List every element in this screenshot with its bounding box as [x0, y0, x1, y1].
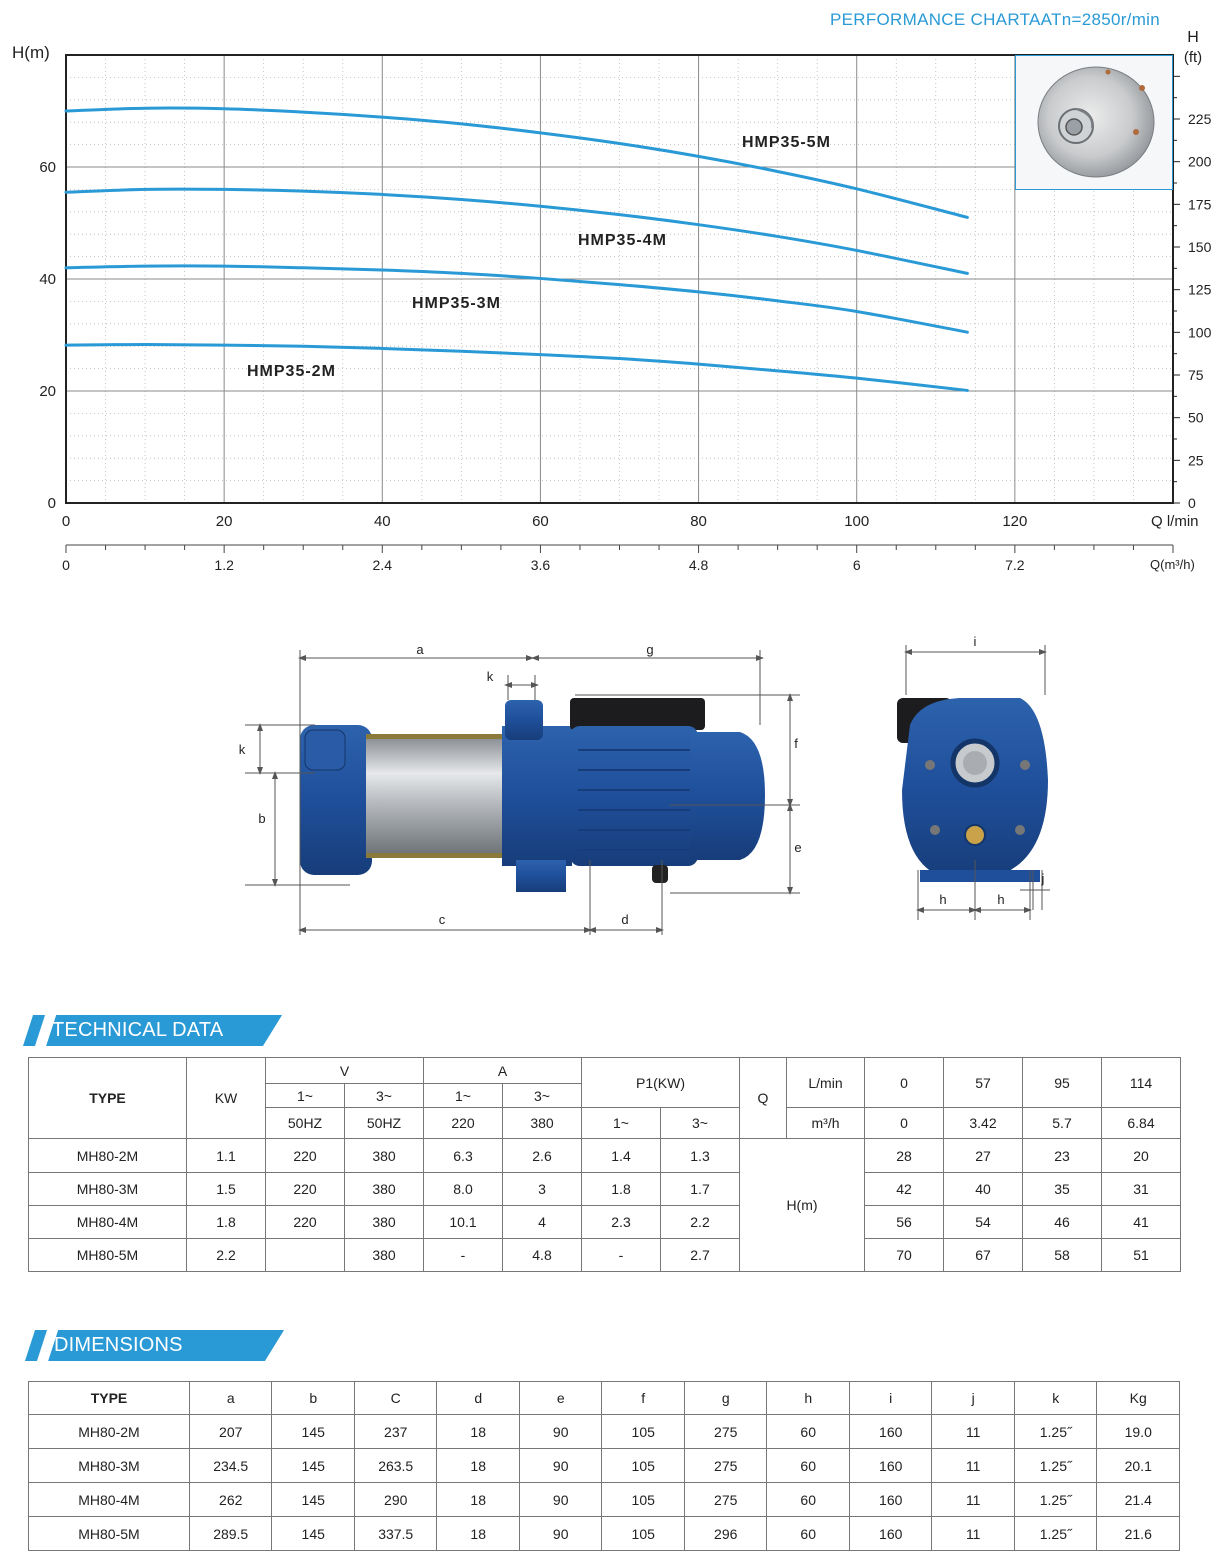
dim-label-k-top: k: [486, 669, 494, 684]
series-line-hmp35-3m: [66, 266, 967, 332]
chart-curves: [66, 108, 967, 390]
tech-q-lmin-2: 95: [1023, 1058, 1102, 1108]
dim-cell: 60: [767, 1415, 850, 1449]
chart-title: PERFORMANCE CHARTAATn=2850r/min: [829, 10, 1160, 29]
dim-label-e: e: [794, 840, 802, 855]
tech-p3: 2.2: [661, 1206, 740, 1239]
pump-drawings: [230, 630, 1090, 940]
dim-cell: 160: [849, 1517, 932, 1551]
y-axis-label: H(m): [12, 43, 50, 62]
table-row: [29, 1239, 1181, 1272]
dim-cell: 105: [602, 1483, 685, 1517]
dim-cell: 90: [519, 1483, 602, 1517]
series-line-hmp35-2m: [66, 345, 967, 391]
tech-kw: 1.1: [187, 1139, 266, 1173]
technical-data-table: [28, 1057, 1181, 1272]
dim-cell: 90: [519, 1517, 602, 1551]
dim-cell: 296: [684, 1517, 767, 1551]
tech-p1: 1.4: [582, 1139, 661, 1173]
dim-header: Kg: [1097, 1382, 1180, 1415]
dim-cell: 1.25˝: [1014, 1415, 1097, 1449]
tech-header-type: TYPE: [29, 1058, 187, 1139]
tech-h: 56: [865, 1206, 944, 1239]
tech-h: 54: [944, 1206, 1023, 1239]
x-tick-label: 40: [373, 513, 391, 530]
tech-type: MH80-5M: [29, 1239, 187, 1272]
dim-cell-type: MH80-2M: [29, 1415, 190, 1449]
tech-p3: 2.7: [661, 1239, 740, 1272]
dim-cell: 18: [437, 1449, 520, 1483]
dim-cell: 18: [437, 1517, 520, 1551]
y-tick-label: 0: [47, 495, 56, 512]
dim-cell: 60: [767, 1483, 850, 1517]
tech-header-a-1ph: 1~: [424, 1084, 503, 1108]
dim-cell: 105: [602, 1449, 685, 1483]
tech-q-m3h-0: 0: [865, 1108, 944, 1139]
dim-label-c: c: [438, 912, 446, 927]
x2-tick-label: 0: [62, 557, 70, 573]
dim-cell: 160: [849, 1449, 932, 1483]
pump-side-view: [300, 698, 765, 892]
dim-cell: 11: [932, 1449, 1015, 1483]
dim-cell: 145: [272, 1483, 355, 1517]
tech-type: MH80-4M: [29, 1206, 187, 1239]
y2-tick-label: 125: [1188, 281, 1212, 298]
x2-tick-label: 3.6: [530, 557, 551, 573]
dim-cell: 18: [437, 1415, 520, 1449]
dim-cell-type: MH80-3M: [29, 1449, 190, 1483]
table-row: [29, 1173, 1181, 1206]
technical-data-heading: [28, 1015, 272, 1046]
dim-cell: 1.25˝: [1014, 1483, 1097, 1517]
dim-header: g: [684, 1382, 767, 1415]
dim-cell: 262: [189, 1483, 272, 1517]
dim-header: a: [189, 1382, 272, 1415]
dim-header-row: [29, 1382, 1180, 1415]
dim-cell: 263.5: [354, 1449, 437, 1483]
dim-header-type: TYPE: [29, 1382, 190, 1415]
dim-cell: 207: [189, 1415, 272, 1449]
dim-label-h-right: h: [997, 892, 1005, 907]
y2-tick-label: 75: [1188, 367, 1204, 383]
tech-header-p1: P1(KW): [582, 1058, 740, 1108]
dim-cell-type: MH80-5M: [29, 1517, 190, 1551]
tech-type: MH80-2M: [29, 1139, 187, 1173]
tech-kw: 1.8: [187, 1206, 266, 1239]
dim-cell: 237: [354, 1415, 437, 1449]
x-tick-label: 0: [61, 513, 71, 530]
chart-grid: [66, 55, 1173, 503]
dim-cell-type: MH80-4M: [29, 1483, 190, 1517]
y-tick-label: 40: [39, 271, 56, 288]
dim-cell: 337.5: [354, 1517, 437, 1551]
dimensions-table: [28, 1381, 1180, 1551]
tech-header-v-3ph: 3~: [345, 1084, 424, 1108]
x2-tick-label: 4.8: [688, 557, 709, 573]
dim-cell: 160: [849, 1415, 932, 1449]
tech-header-kw: KW: [187, 1058, 266, 1139]
tech-p3: 1.7: [661, 1173, 740, 1206]
tech-h: 31: [1102, 1173, 1181, 1206]
tech-h: 58: [1023, 1239, 1102, 1272]
tech-v1: 220: [266, 1139, 345, 1173]
dim-header: j: [932, 1382, 1015, 1415]
tech-header-lmin: L/min: [787, 1058, 865, 1108]
tech-q-lmin-0: 0: [865, 1058, 944, 1108]
dim-label-i: i: [973, 634, 977, 649]
tech-h: 70: [865, 1239, 944, 1272]
dim-cell: 105: [602, 1517, 685, 1551]
tech-q-lmin-3: 114: [1102, 1058, 1181, 1108]
x-tick-label: 60: [532, 513, 549, 530]
dim-cell: 11: [932, 1415, 1015, 1449]
dim-cell: 20.1: [1097, 1449, 1180, 1483]
y2-tick-label: 25: [1188, 452, 1204, 469]
tech-v3: 380: [345, 1239, 424, 1272]
series-label-4m: HMP35-4M: [578, 232, 667, 249]
tech-a1: 10.1: [424, 1206, 503, 1239]
dim-cell: 21.6: [1097, 1517, 1180, 1551]
dim-cell: 275: [684, 1483, 767, 1517]
dim-header: k: [1014, 1382, 1097, 1415]
table-row: [29, 1206, 1181, 1239]
dim-label-d: d: [621, 912, 629, 927]
tech-h: 23: [1023, 1139, 1102, 1173]
dim-cell: 160: [849, 1483, 932, 1517]
dim-cell: 289.5: [189, 1517, 272, 1551]
x-axis-label: Q l/min: [1151, 513, 1199, 530]
dimensions-heading-text: DIMENSIONS: [54, 1334, 183, 1356]
dim-cell: 60: [767, 1449, 850, 1483]
dim-cell: 11: [932, 1517, 1015, 1551]
table-row: [29, 1483, 1180, 1517]
tech-type: MH80-3M: [29, 1173, 187, 1206]
technical-data-heading-text: TECHNICAL DATA: [52, 1019, 224, 1041]
tech-v1: [266, 1239, 345, 1272]
dim-cell: 275: [684, 1449, 767, 1483]
dim-cell: 60: [767, 1517, 850, 1551]
dim-cell: 234.5: [189, 1449, 272, 1483]
y2-axis-label-bottom: (ft): [1183, 49, 1203, 66]
dim-cell: 105: [602, 1415, 685, 1449]
tech-header-v: V: [266, 1058, 424, 1084]
dim-label-f: f: [794, 736, 798, 751]
tech-q-m3h-2: 5.7: [1023, 1108, 1102, 1139]
dim-cell: 1.25˝: [1014, 1449, 1097, 1483]
series-label-3m: HMP35-3M: [412, 295, 501, 312]
dim-header: f: [602, 1382, 685, 1415]
tech-header-a: A: [424, 1058, 582, 1084]
dimensions-heading: [30, 1330, 274, 1361]
dim-cell: 18: [437, 1483, 520, 1517]
tech-p1: -: [582, 1239, 661, 1272]
x2-tick-label: 1.2: [214, 557, 234, 573]
tech-header-hz-1: 50HZ: [266, 1108, 345, 1139]
dim-header: h: [767, 1382, 850, 1415]
dim-cell: 1.25˝: [1014, 1517, 1097, 1551]
tech-v3: 380: [345, 1173, 424, 1206]
tech-header-p1-3ph: 3~: [661, 1108, 740, 1139]
tech-header-a-3ph: 3~: [503, 1084, 582, 1108]
y2-tick-label: 0: [1188, 495, 1196, 511]
table-row: [29, 1517, 1180, 1551]
x-tick-label: 20: [215, 513, 233, 530]
series-label-5m: HMP35-5M: [742, 134, 831, 151]
dim-label-g: g: [646, 642, 654, 657]
tech-header-a-380: 380: [503, 1108, 582, 1139]
tech-h: 35: [1023, 1173, 1102, 1206]
tech-a1: 6.3: [424, 1139, 503, 1173]
tech-header-a-220: 220: [424, 1108, 503, 1139]
y2-tick-label: 200: [1188, 153, 1212, 170]
tech-a1: -: [424, 1239, 503, 1272]
tech-a3: 3: [503, 1173, 582, 1206]
x2-axis-label: Q(m³/h): [1150, 557, 1195, 572]
tech-h: 20: [1102, 1139, 1181, 1173]
dim-cell: 19.0: [1097, 1415, 1180, 1449]
y-tick-label: 20: [39, 383, 56, 400]
tech-h: 51: [1102, 1239, 1181, 1272]
tech-h: 27: [944, 1139, 1023, 1173]
dim-cell: 145: [272, 1517, 355, 1551]
dim-header: e: [519, 1382, 602, 1415]
dim-cell: 290: [354, 1483, 437, 1517]
tech-a3: 4: [503, 1206, 582, 1239]
tech-p3: 1.3: [661, 1139, 740, 1173]
dim-label-b: b: [258, 811, 266, 826]
x-tick-label: 120: [1002, 513, 1028, 530]
tech-p1: 2.3: [582, 1206, 661, 1239]
dim-header: d: [437, 1382, 520, 1415]
tech-v1: 220: [266, 1173, 345, 1206]
tech-kw: 1.5: [187, 1173, 266, 1206]
series-label-2m: HMP35-2M: [247, 363, 336, 380]
tech-h: 67: [944, 1239, 1023, 1272]
tech-header-q: Q: [740, 1058, 787, 1139]
tech-header-p1-1ph: 1~: [582, 1108, 661, 1139]
tech-q-m3h-3: 6.84: [1102, 1108, 1181, 1139]
dim-label-k-side: k: [238, 742, 246, 757]
dim-cell: 90: [519, 1449, 602, 1483]
tech-v1: 220: [266, 1206, 345, 1239]
table-row: [29, 1415, 1180, 1449]
y2-tick-label: 225: [1188, 111, 1212, 127]
tech-header-v-1ph: 1~: [266, 1084, 345, 1108]
tech-h: 46: [1023, 1206, 1102, 1239]
x2-tick-label: 6: [852, 557, 861, 573]
tech-a1: 8.0: [424, 1173, 503, 1206]
dim-label-a: a: [416, 642, 424, 657]
y2-tick-label: 175: [1188, 196, 1212, 213]
tech-v3: 380: [345, 1139, 424, 1173]
tech-h-label: H(m): [740, 1139, 865, 1272]
series-line-hmp35-5m: [66, 108, 967, 217]
tech-h: 41: [1102, 1206, 1181, 1239]
tech-h: 28: [865, 1139, 944, 1173]
tech-h: 40: [944, 1173, 1023, 1206]
tech-a3: 4.8: [503, 1239, 582, 1272]
y2-tick-label: 50: [1188, 409, 1204, 426]
tech-h: 42: [865, 1173, 944, 1206]
dim-header: i: [849, 1382, 932, 1415]
tech-a3: 2.6: [503, 1139, 582, 1173]
dim-cell: 90: [519, 1415, 602, 1449]
dim-cell: 275: [684, 1415, 767, 1449]
tech-header-hz-3: 50HZ: [345, 1108, 424, 1139]
table-row: [29, 1139, 1181, 1173]
dim-label-h-left: h: [939, 892, 947, 907]
dim-cell: 145: [272, 1415, 355, 1449]
impeller-photo: [1015, 55, 1173, 190]
table-row: [29, 1449, 1180, 1483]
x2-tick-label: 7.2: [1005, 557, 1025, 573]
tech-header-m3h: m³/h: [787, 1108, 865, 1139]
dim-cell: 11: [932, 1483, 1015, 1517]
pump-front-view: [897, 698, 1048, 882]
x-tick-label: 80: [690, 513, 707, 530]
y2-axis-label-top: H: [1187, 29, 1199, 46]
dim-header: b: [272, 1382, 355, 1415]
x2-tick-label: 2.4: [372, 557, 393, 573]
dim-cell: 21.4: [1097, 1483, 1180, 1517]
dim-label-j: j: [1041, 871, 1045, 886]
y2-tick-label: 150: [1188, 239, 1212, 255]
tech-q-lmin-1: 57: [944, 1058, 1023, 1108]
y2-tick-label: 100: [1188, 324, 1212, 341]
tech-p1: 1.8: [582, 1173, 661, 1206]
dim-cell: 145: [272, 1449, 355, 1483]
tech-kw: 2.2: [187, 1239, 266, 1272]
series-line-hmp35-4m: [66, 189, 967, 273]
dim-header: C: [354, 1382, 437, 1415]
x-tick-label: 100: [844, 513, 870, 530]
tech-q-m3h-1: 3.42: [944, 1108, 1023, 1139]
y-tick-label: 60: [39, 159, 56, 176]
tech-v3: 380: [345, 1206, 424, 1239]
